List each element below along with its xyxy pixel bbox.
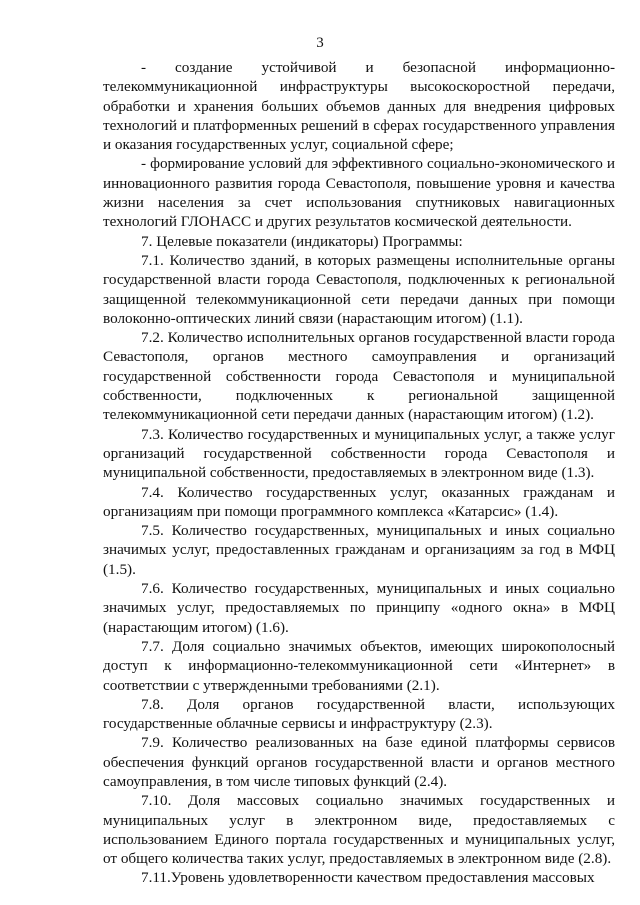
- indicator-7-4: 7.4. Количество государственных услуг, оказанных гражданам и организациям при помощи программного комплекса «Катарсис» (1.4).: [103, 483, 615, 520]
- indicator-7-1: 7.1. Количество зданий, в которых размещены исполнительные органы государственной власти города Севастополя, подключенных к региональной защищенной телекоммуникационной сети передачи данных при помощи волоконно-оптических линий связи (нарастающим итогом) (1.1).: [103, 251, 615, 327]
- indicator-7-5: 7.5. Количество государственных, муниципальных и иных социально значимых услуг, предоставленных гражданам и организациям за год в МФЦ (1.5).: [103, 522, 615, 578]
- goal-bullet-infrastructure: - создание устойчивой и безопасной информационно-телекоммуникационной инфраструктуры высокоскоростной передачи, обработки и хранения больших объемов данных для внедрения цифровых технологий и платформенных решений в сферах государственного управления и оказания государственных услуг, социальной сфере;: [103, 59, 615, 154]
- indicator-7-2: 7.2. Количество исполнительных органов государственной власти города Севастополя, органов местного самоуправления и организаций государственной собственности города Севастополя и муниципальной собственности, подключенных к региональной защищенной телекоммуникационной сети передачи данных (нарастающим итогом) (1.2).: [103, 329, 615, 424]
- indicator-7-10: 7.10. Доля массовых социально значимых государственных и муниципальных услуг в электронном виде, предоставляемых с использованием Единого портала государственных и муниципальных услуг, от общего количества таких услуг, предоставляемых в электронном виде (2.8).: [103, 792, 615, 868]
- indicator-7-6: 7.6. Количество государственных, муниципальных и иных социально значимых услуг, предоставляемых по принципу «одного окна» в МФЦ (нарастающим итогом) (1.6).: [103, 580, 615, 636]
- goal-bullet-glonass: - формирование условий для эффективного социально-экономического и инновационного развития города Севастополя, повышение уровня и качества жизни населения за счет использования спутниковых навигационных технологий ГЛОНАСС и других результатов космической деятельности.: [103, 155, 615, 231]
- indicator-7-11: 7.11.Уровень удовлетворенности качеством предоставления массовых: [141, 869, 595, 887]
- indicator-7-8: 7.8. Доля органов государственной власти, использующих государственные облачные сервисы и инфраструктуру (2.3).: [103, 695, 615, 733]
- section-heading-indicators: 7. Целевые показатели (индикаторы) Программы:: [141, 232, 463, 250]
- document-body: [103, 58, 615, 888]
- page-number: 3: [316, 35, 324, 51]
- indicator-7-9: 7.9. Количество реализованных на базе единой платформы сервисов обеспечения функций органов государственной власти и органов местного самоуправления, в том числе типовых функций (2.4).: [103, 734, 615, 790]
- indicator-7-7: 7.7. Доля социально значимых объектов, имеющих широкополосный доступ к информационно-телекоммуникационной сети «Интернет» в соответствии с утвержденными требованиями (2.1).: [103, 637, 615, 694]
- indicator-7-3: 7.3. Количество государственных и муниципальных услуг, а также услуг организаций государственной собственности города Севастополя и муниципальной собственности, предоставляемых в электронном виде (1.3).: [103, 425, 615, 482]
